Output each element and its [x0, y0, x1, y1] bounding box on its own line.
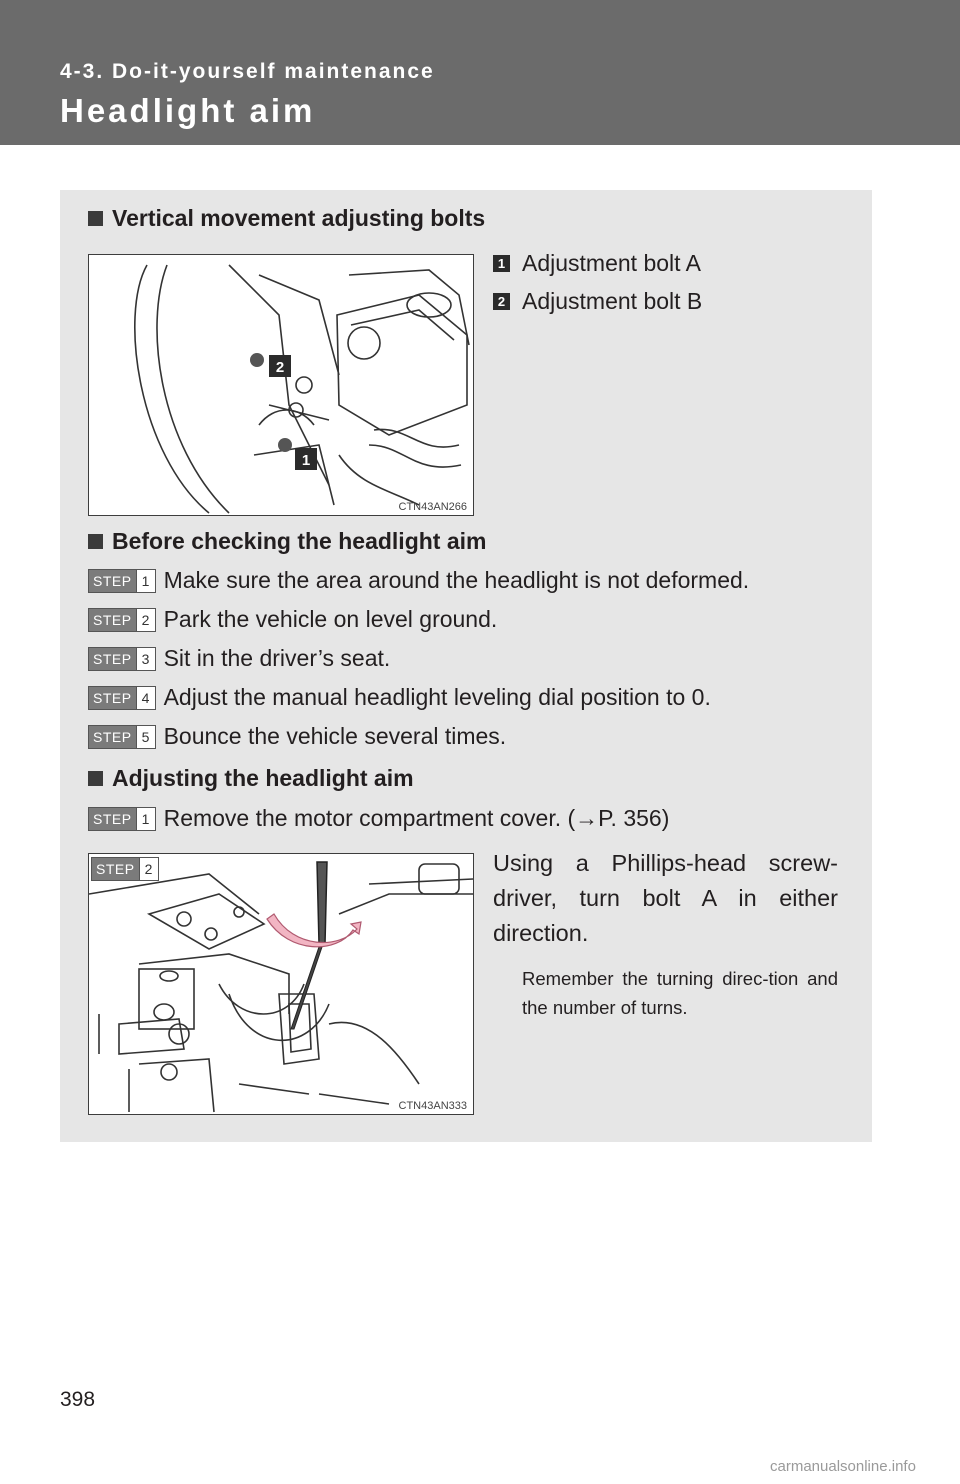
figure-adjusting-bolts [88, 254, 474, 516]
step-item: STEP 1 Make sure the area around the headlight is not deformed. [88, 567, 749, 594]
page-number: 398 [60, 1388, 96, 1411]
svg-text:1: 1 [301, 452, 311, 469]
subheading-adjusting: Adjusting the headlight aim [88, 765, 414, 792]
square-bullet-icon [88, 211, 103, 226]
square-bullet-icon [88, 771, 103, 786]
section-label: 4-3. Do-it-yourself maintenance [60, 60, 435, 83]
step-item: STEP 2 Park the vehicle on level ground. [88, 606, 497, 633]
number-badge: 2 [493, 293, 510, 310]
engine-bay-illustration [89, 255, 473, 515]
step-item: STEP 1 Remove the motor compartment cover. (→P. 356) [88, 805, 669, 832]
svg-text:2: 2 [275, 359, 285, 376]
step-badge: STEP 2 [91, 857, 159, 881]
step-item [91, 857, 167, 881]
figure-turning-bolt [88, 853, 474, 1115]
subheading-vertical-bolts: Vertical movement adjusting bolts [88, 205, 485, 232]
step-badge: STEP 5 [88, 725, 156, 749]
step-item: STEP 3 Sit in the driver’s seat. [88, 645, 390, 672]
square-bullet-icon [88, 534, 103, 549]
figure-code: CTN43AN333 [398, 1100, 467, 1112]
step-2-instruction: Using a Phillips-head screw-driver, turn bolt A in either direction. [493, 850, 838, 946]
step-2-note: Remember the turning direc-tion and the number of turns. [522, 968, 838, 1018]
step-badge: STEP 3 [88, 647, 156, 671]
callout-bolt-b: 2 Adjustment bolt B [493, 288, 702, 315]
step-badge: STEP 4 [88, 686, 156, 710]
number-badge: 1 [493, 255, 510, 272]
callout-bolt-a: 1 Adjustment bolt A [493, 250, 701, 277]
step-badge: STEP 2 [88, 608, 156, 632]
step-item: STEP 5 Bounce the vehicle several times. [88, 723, 506, 750]
step-badge: STEP 1 [88, 807, 156, 831]
step-badge: STEP 1 [88, 569, 156, 593]
page-header [0, 0, 960, 145]
watermark: carmanualsonline.info [770, 1458, 916, 1475]
figure-code: CTN43AN266 [398, 501, 467, 513]
subheading-before-checking: Before checking the headlight aim [88, 528, 486, 555]
page-title: Headlight aim [60, 92, 316, 129]
screwdriver-illustration [89, 854, 473, 1114]
step-item: STEP 4 Adjust the manual headlight leveling dial position to 0. [88, 684, 711, 711]
